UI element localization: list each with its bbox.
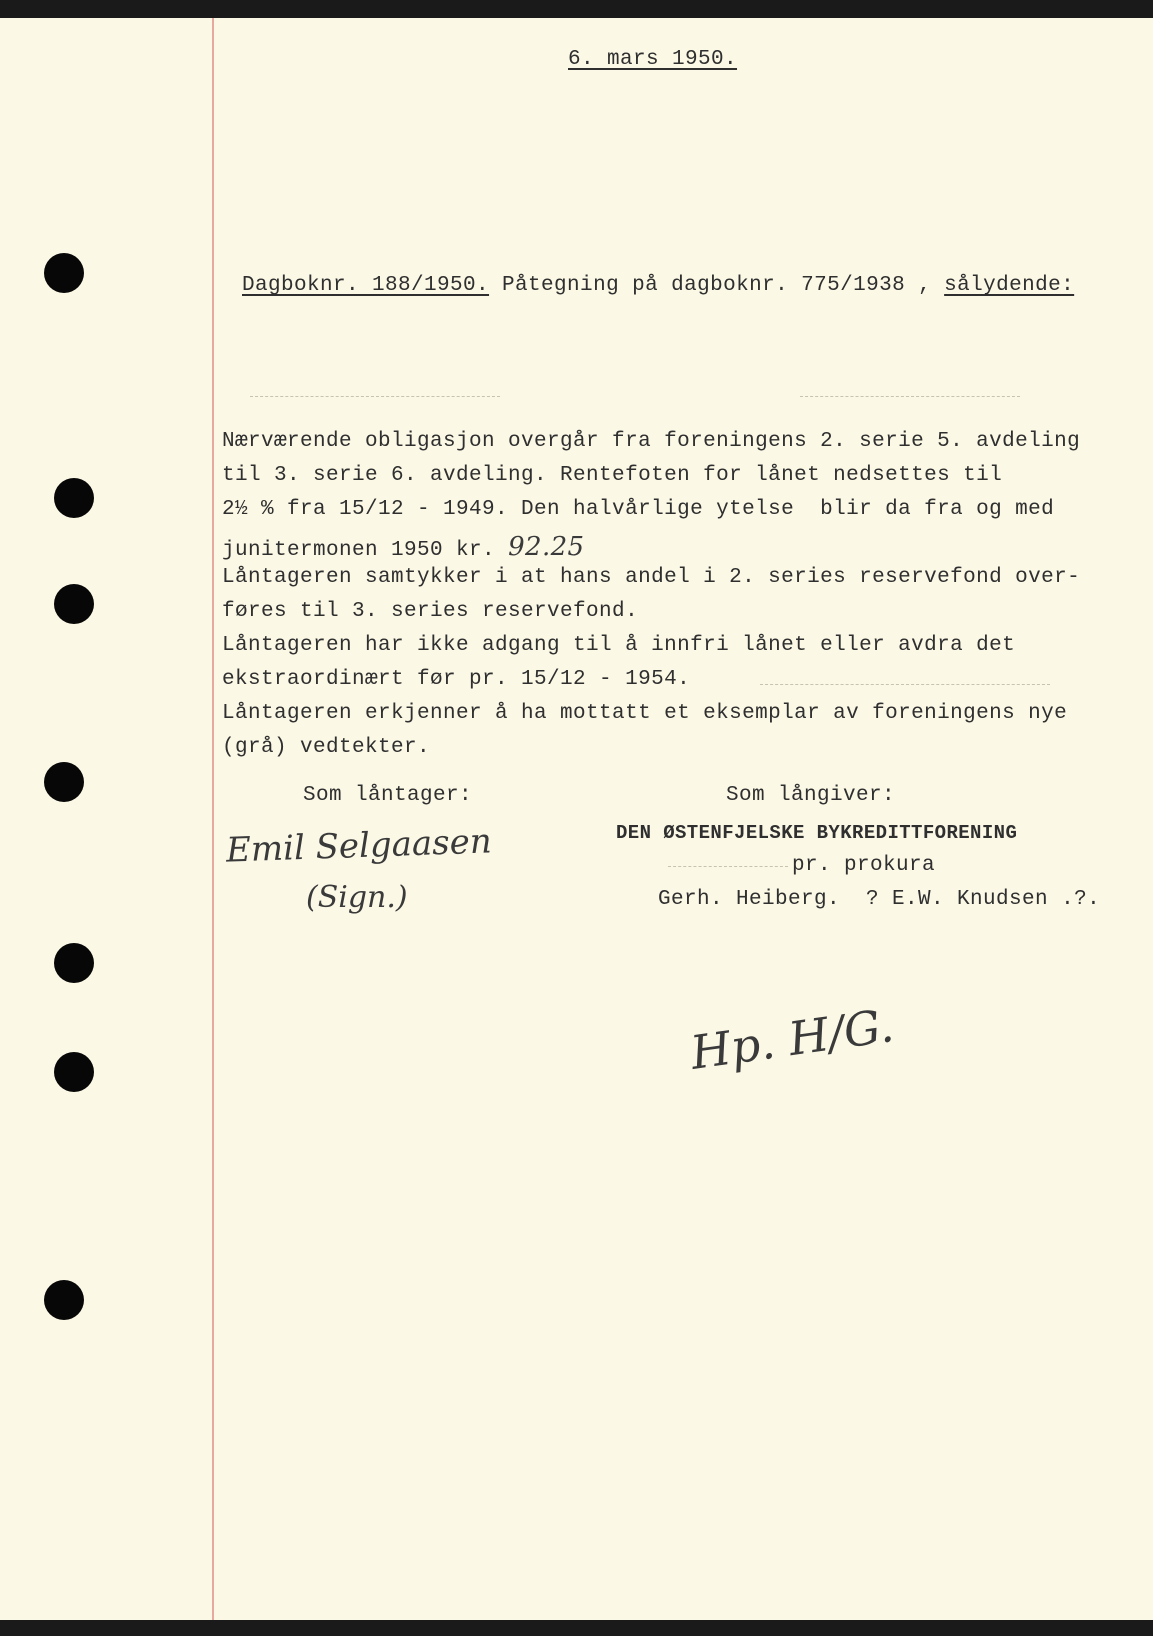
punch-hole [54,478,94,518]
separator-line [250,396,500,397]
punch-hole [44,253,84,293]
lender-label: Som långiver: [726,784,896,807]
body-line: 2½ % fra 15/12 - 1949. Den halvårlige ytelse blir da fra og med [222,498,1055,521]
borrower-signature-note: (Sign.) [306,880,408,915]
separator-line [668,866,788,867]
dagbok-reference: Påtegning på dagboknr. 775/1938 , [489,274,945,297]
body-line: Låntageren erkjenner å ha mottatt et eksemplar av foreningens nye [222,702,1068,725]
punch-hole [54,943,94,983]
lender-proxy: pr. prokura [792,854,936,877]
body-line: Låntageren har ikke adgang til å innfri lånet eller avdra det [222,634,1016,657]
entry-heading [242,274,1074,297]
punch-hole [44,1280,84,1320]
lender-signatories: Gerh. Heiberg. ? E.W. Knudsen .?. [658,888,1101,911]
body-line: (grå) vedtekter. [222,736,431,759]
body-line: Nærværende obligasjon overgår fra foreningens 2. serie 5. avdeling [222,430,1081,453]
handwritten-amount: 92.25 [508,532,585,562]
separator-line [800,396,1020,397]
dagbok-number: Dagboknr. 188/1950. [242,274,490,297]
document-date: 6. mars 1950. [568,48,738,71]
margin-line [212,18,214,1620]
body-line [222,532,585,562]
term-text: junitermonen 1950 kr. [222,539,496,562]
lender-organization: DEN ØSTENFJELSKE BYKREDITTFORENING [616,822,1018,844]
initials-annotation: Hp. H/G. [687,998,897,1080]
body-line: ekstraordinært før pr. 15/12 - 1954. [222,668,691,691]
body-line: Låntageren samtykker i at hans andel i 2. series reservefond over- [222,566,1081,589]
punch-hole [44,762,84,802]
separator-line [760,684,1050,685]
punch-hole [54,1052,94,1092]
body-line: til 3. serie 6. avdeling. Rentefoten for lånet nedsettes til [222,464,1003,487]
document-page [0,18,1153,1620]
body-line: føres til 3. series reservefond. [222,600,639,623]
saalydende: sålydende: [944,274,1075,297]
borrower-signature: Emil Selgaasen [225,821,493,871]
borrower-label: Som låntager: [303,784,473,807]
punch-hole [54,584,94,624]
